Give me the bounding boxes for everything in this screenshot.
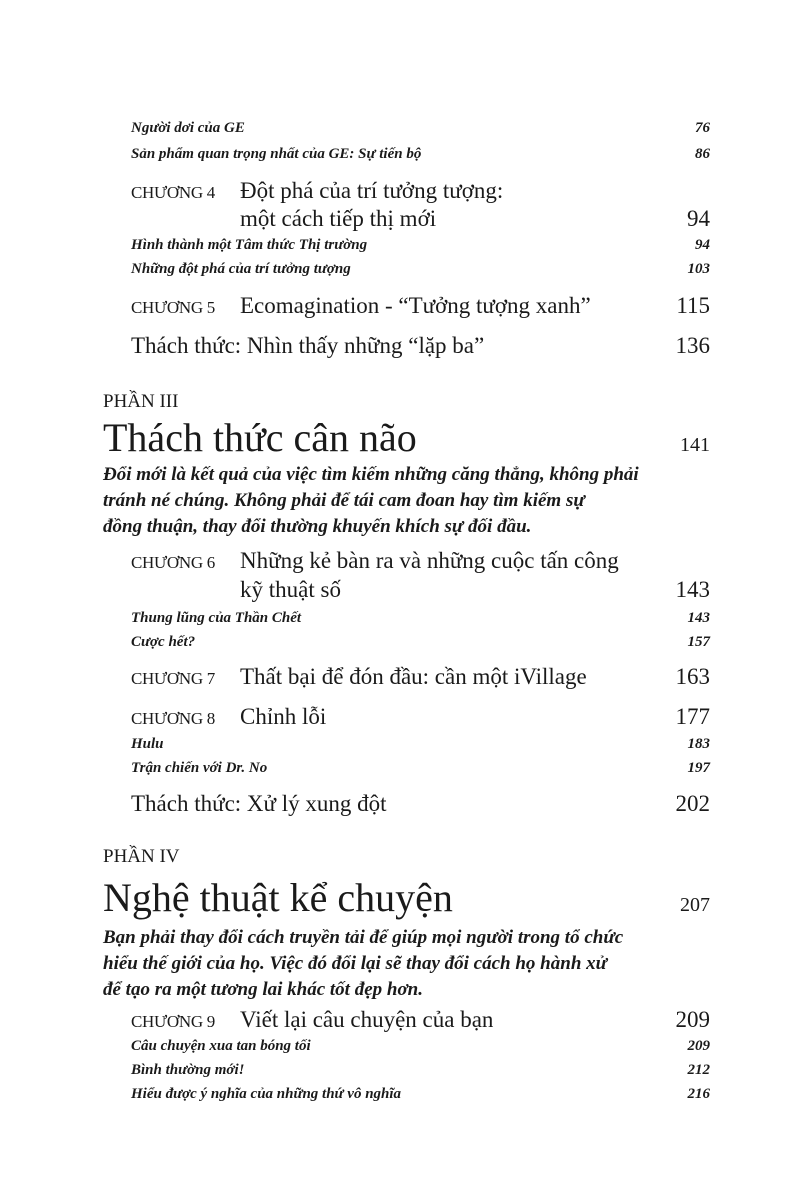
challenge-title: Thách thức: Nhìn thấy những “lặp ba” <box>131 333 485 358</box>
page-number: 177 <box>675 704 710 729</box>
section-title: Sản phẩm quan trọng nhất của GE: Sự tiến bộ <box>131 146 422 162</box>
section-title: Bình thường mới! <box>131 1062 245 1078</box>
toc-chapter-6-cont <box>131 577 710 603</box>
page-number: 157 <box>687 634 710 650</box>
section-title: Thung lũng của Thần Chết <box>131 610 302 626</box>
part-heading <box>103 414 710 461</box>
page-number: 163 <box>675 664 710 689</box>
page-number: 197 <box>687 760 710 776</box>
toc-section <box>131 120 710 137</box>
toc-chapter-4 <box>131 178 710 204</box>
section-title: Hình thành một Tâm thức Thị trường <box>131 237 368 253</box>
chapter-title: Thất bại để đón đầu: cần một iVillage <box>240 664 587 689</box>
page-number: 103 <box>687 261 710 277</box>
page-number: 115 <box>676 293 710 318</box>
section-title: Câu chuyện xua tan bóng tối <box>131 1038 311 1054</box>
toc-chapter-9 <box>131 1007 710 1033</box>
toc-chapter-6 <box>131 548 710 574</box>
toc-chapter-5 <box>131 293 710 319</box>
toc-section <box>131 760 710 777</box>
chapter-title: Chỉnh lỗi <box>240 704 327 729</box>
page-number: 136 <box>675 333 710 358</box>
section-title: Cược hết? <box>131 634 196 650</box>
toc-section <box>131 146 710 163</box>
chapter-label: CHƯƠNG 6 <box>131 553 215 572</box>
part-description <box>103 925 703 1003</box>
part-heading <box>103 874 710 921</box>
page-number: 183 <box>687 736 710 752</box>
toc-section <box>131 237 710 254</box>
page-number: 141 <box>680 434 710 456</box>
description-line: tránh né chúng. Không phải để tái cam đoan hay tìm kiếm sự <box>103 490 585 511</box>
description-line: Bạn phải thay đổi cách truyền tải để giúp mọi người trong tổ chức <box>103 927 624 948</box>
page-number: 86 <box>695 146 710 162</box>
toc-challenge <box>131 333 710 359</box>
page-number: 216 <box>687 1086 710 1102</box>
toc-chapter-4-cont <box>131 206 710 232</box>
part-title: Thách thức cân não <box>103 415 417 460</box>
description-line: để tạo ra một tương lai khác tốt đẹp hơn. <box>103 979 423 1000</box>
part-description <box>103 462 703 540</box>
chapter-label: CHƯƠNG 4 <box>131 183 215 202</box>
chapter-label: CHƯƠNG 7 <box>131 669 215 688</box>
chapter-title: Ecomagination - “Tưởng tượng xanh” <box>240 293 591 318</box>
chapter-label: CHƯƠNG 8 <box>131 709 215 728</box>
page-number: 94 <box>695 237 710 253</box>
chapter-title: Viết lại câu chuyện của bạn <box>240 1007 494 1032</box>
page-number: 212 <box>687 1062 710 1078</box>
chapter-title: kỹ thuật số <box>240 577 341 602</box>
section-title: Hulu <box>131 736 164 752</box>
description-line: đồng thuận, thay đổi thường khuyến khích sự đối đầu. <box>103 516 532 537</box>
section-title: Trận chiến với Dr. No <box>131 760 268 776</box>
description-line: Đổi mới là kết quả của việc tìm kiếm những căng thẳng, không phải <box>103 464 639 485</box>
toc-section <box>131 1086 710 1103</box>
page-number: 209 <box>675 1007 710 1032</box>
chapter-title: Những kẻ bàn ra và những cuộc tấn công <box>240 548 619 573</box>
page-number: 94 <box>687 206 710 231</box>
section-title: Hiểu được ý nghĩa của những thứ vô nghĩa <box>131 1086 402 1102</box>
section-title: Người dơi của GE <box>131 120 245 136</box>
page-number: 209 <box>687 1038 710 1054</box>
toc-chapter-7 <box>131 664 710 690</box>
page-number: 202 <box>675 791 710 816</box>
chapter-label: CHƯƠNG 9 <box>131 1012 215 1031</box>
toc-section <box>131 1038 710 1055</box>
section-title: Những đột phá của trí tưởng tượng <box>131 261 351 277</box>
part-title: Nghệ thuật kể chuyện <box>103 875 453 920</box>
page-number: 76 <box>695 120 710 136</box>
toc-chapter-8 <box>131 704 710 730</box>
toc-section <box>131 1062 710 1079</box>
part-label: PHẦN IV <box>103 846 180 867</box>
chapter-title: Đột phá của trí tưởng tượng: <box>240 178 504 203</box>
page-number: 143 <box>687 610 710 626</box>
toc-section <box>131 610 710 627</box>
chapter-title: một cách tiếp thị mới <box>240 206 437 231</box>
page-number: 207 <box>680 894 710 916</box>
chapter-label: CHƯƠNG 5 <box>131 298 215 317</box>
toc-section <box>131 261 710 278</box>
toc-section <box>131 634 710 651</box>
challenge-title: Thách thức: Xử lý xung đột <box>131 791 387 816</box>
toc-section <box>131 736 710 753</box>
page-number: 143 <box>675 577 710 602</box>
toc-challenge <box>131 791 710 817</box>
description-line: hiểu thế giới của họ. Việc đó đổi lại sẽ thay đổi cách họ hành xử <box>103 953 608 974</box>
part-label: PHẦN III <box>103 391 179 412</box>
